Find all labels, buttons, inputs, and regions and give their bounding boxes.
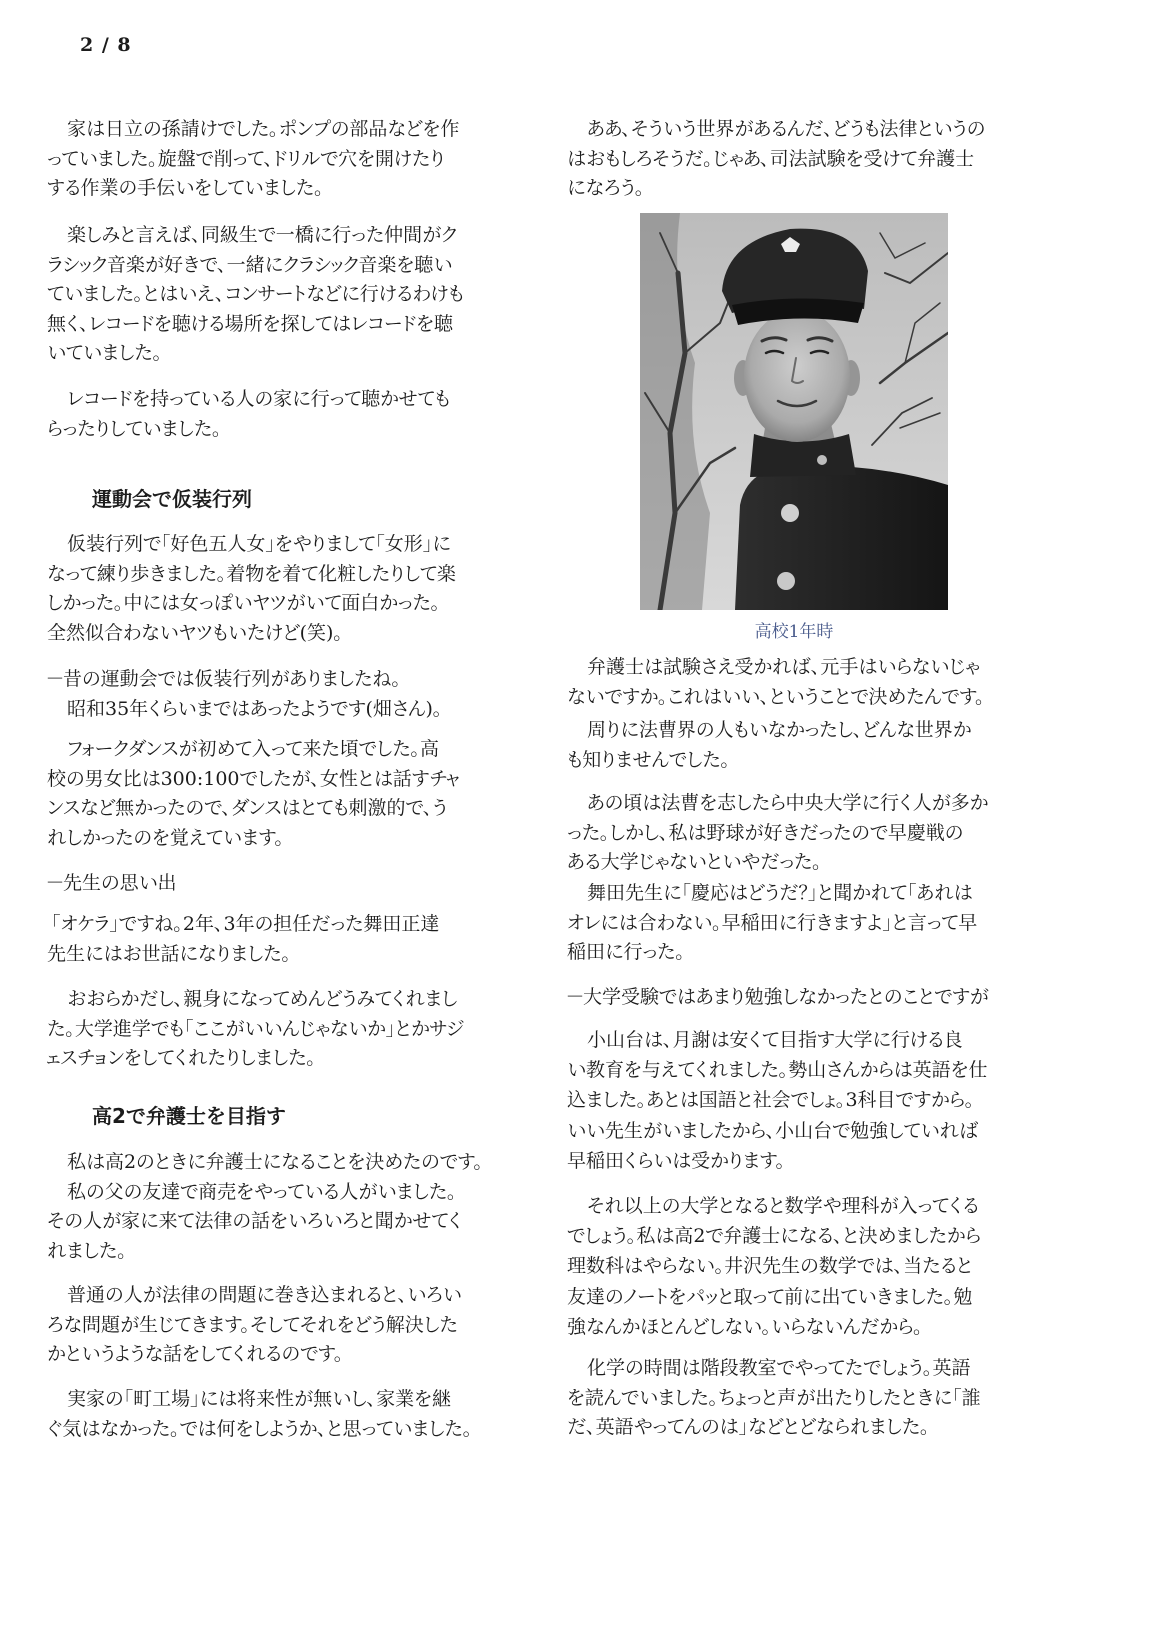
paragraph: [47, 385, 450, 444]
text-line: 実家の「町工場」には将来性が無いし、家業を継: [67, 1388, 451, 1410]
text-line: それ以上の大学となると数学や理科が入ってくる: [587, 1195, 979, 1217]
text-line: を読んでいました。ちょっと声が出たりしたときに「誰: [567, 1386, 981, 1409]
text-line: っていました。旋盤で削って、ドリルで穴を開けたり: [47, 147, 445, 170]
text-line: 化学の時間は階段教室でやってたでしょう。英語: [587, 1357, 971, 1379]
paragraph: [567, 1354, 981, 1443]
collar-badge: [817, 455, 827, 465]
paragraph: [567, 1191, 981, 1342]
text-line: 私の父の友達で商売をやっている人がいました。: [67, 1180, 457, 1203]
text-line: ないですか。これはいい、ということで決めたんです。: [567, 685, 985, 708]
text-line: ぐ気はなかった。では何をしようか、と思っていました。: [47, 1417, 473, 1440]
text-line: ある大学じゃないといやだった。: [567, 851, 822, 873]
text-line: た。大学進学でも「ここがいいんじゃないか」とかサジ: [47, 1017, 464, 1040]
paragraph: [47, 1148, 483, 1266]
text-line: あの頃は法曹を志したら中央大学に行く人が多か: [587, 792, 989, 814]
text-line: 私は高2のときに弁護士になることを決めたのです。: [67, 1151, 484, 1173]
text-line: 小山台は、月謝は安くて目指す大学に行ける良: [587, 1029, 963, 1051]
paragraph: [567, 879, 977, 968]
section-heading: 運動会で仮装行列: [92, 487, 252, 511]
text-line: 稲田に行った。: [567, 941, 685, 963]
text-line: 校の男女比は300:100でしたが、女性とは話すチャ: [47, 767, 460, 790]
text-line: 理数科はやらない。井沢先生の数学では、当たると: [567, 1255, 973, 1278]
text-line: 楽しみと言えば、同級生で一橋に行った仲間がク: [67, 224, 457, 246]
text-line: になろう。: [567, 177, 645, 199]
text-line: 仮装行列で「好色五人女」をやりまして「女形」に: [67, 533, 451, 555]
text-line: なって練り歩きました。着物を着て化粧したりして楽: [47, 562, 456, 585]
text-line: その人が家に来て法律の話をいろいろと聞かせてく: [47, 1210, 462, 1232]
text-line: する作業の手伝いをしていました。: [47, 177, 324, 199]
text-line: －昔の運動会では仮装行列がありましたね。: [47, 668, 402, 690]
text-line: 早稲田くらいは受かります。: [567, 1149, 786, 1172]
text-line: 無く、レコードを聴ける場所を探してはレコードを聴: [47, 312, 454, 335]
text-line: も知りませんでした。: [567, 748, 731, 771]
interviewer-question: [567, 983, 989, 1013]
text-line: 友達のノートをパッと取って前に出ていきました。勉: [567, 1285, 973, 1308]
paragraph: [47, 115, 459, 204]
section-heading: 高2で弁護士を目指す: [92, 1104, 286, 1128]
text-line: いい先生がいましたから、小山台で勉強していれば: [567, 1119, 979, 1142]
uniform: [735, 467, 948, 610]
portrait-photo: [640, 213, 948, 610]
text-line: かというような話をしてくれるのです。: [47, 1343, 344, 1365]
uniform-button: [781, 504, 799, 522]
paragraph: [567, 1025, 987, 1176]
text-line: 込ました。あとは国語と社会でしょ。3科目ですから。: [567, 1089, 975, 1112]
paragraph: [567, 716, 971, 775]
text-line: 舞田先生に「慶応はどうだ？」と聞かれて「あれは: [587, 882, 973, 904]
text-line: ああ、そういう世界があるんだ、どうも法律というの: [587, 118, 986, 140]
paragraph: [567, 789, 988, 878]
text-line: ていました。とはいえ、コンサートなどに行けるわけも: [47, 283, 464, 305]
text-line: はおもしろそうだ。じゃあ、司法試験を受けて弁護士: [567, 147, 975, 170]
paragraph: [47, 1281, 462, 1370]
face: [744, 310, 850, 442]
text-line: ェスチョンをしてくれたりしました。: [47, 1047, 316, 1069]
text-line: った。しかし、私は野球が好きだったので早慶戦の: [567, 821, 964, 844]
page-number: 2 / 8: [80, 34, 132, 56]
paragraph: [47, 985, 463, 1074]
text-line: －大学受験ではあまり勉強しなかったとのことですが: [567, 986, 989, 1008]
text-line: れました。: [47, 1239, 127, 1262]
text-line: 全然似合わないヤツもいたけど(笑)。: [47, 621, 343, 644]
uniform-button: [777, 572, 795, 590]
text-line: れしかったのを覚えています。: [47, 826, 285, 849]
left-column: [47, 0, 552, 1641]
text-line: 強なんかほとんどしない。いらないんだから。: [567, 1315, 923, 1338]
text-line: 周りに法曹界の人もいなかったし、どんな世界か: [587, 719, 972, 741]
text-line: －先生の思い出: [47, 872, 177, 894]
text-line: しかった。中には女っぽいヤツがいて面白かった。: [47, 592, 441, 614]
text-line: 普通の人が法律の問題に巻き込まれると、いろい: [67, 1284, 462, 1306]
text-line: らったりしていました。: [47, 417, 222, 440]
text-line: おおらかだし、親身になってめんどうみてくれまし: [67, 988, 458, 1010]
interviewer-question: [47, 869, 177, 899]
paragraph: [47, 910, 439, 969]
text-line: い教育を与えてくれました。勢山さんからは英語を仕: [567, 1059, 988, 1082]
text-line: ラシック音楽が好きで、一緒にクラシック音楽を聴い: [47, 253, 453, 276]
text-line: オレには合わない。早稲田に行きますよ」と言って早: [567, 911, 978, 934]
text-line: ろな問題が生じてきます。そしてそれをどう解決した: [47, 1313, 458, 1336]
paragraph: [567, 653, 985, 712]
text-line: いていました。: [47, 342, 163, 364]
text-line: 先生にはお世話になりました。: [47, 942, 292, 965]
text-line: 家は日立の孫請けでした。ポンプの部品などを作: [67, 118, 460, 140]
text-line: 「オケラ」ですね。2年、3年の担任だった舞田正達: [51, 913, 440, 935]
text-line: 昭和35年くらいまではあったようです(畑さん)。: [67, 697, 443, 720]
text-line: レコードを持っている人の家に行って聴かせても: [67, 388, 450, 410]
photo-caption: 高校1年時: [754, 622, 834, 642]
paragraph: [567, 115, 985, 204]
paragraph: [47, 735, 460, 853]
text-line: フォークダンスが初めて入って来た頃でした。高: [67, 738, 440, 760]
paragraph: [47, 530, 456, 648]
text-line: だ、英語やってんのは」などとどなられました。: [567, 1416, 930, 1438]
interviewer-note: [47, 665, 442, 724]
paragraph: [47, 221, 464, 369]
text-line: ンスなど無かったので、ダンスはとても刺激的で、う: [47, 797, 448, 819]
text-line: でしょう。私は高2で弁護士になる、と決めましたから: [567, 1225, 981, 1248]
paragraph: [47, 1385, 472, 1444]
text-line: 弁護士は試験さえ受かれば、元手はいらないじゃ: [587, 656, 980, 678]
